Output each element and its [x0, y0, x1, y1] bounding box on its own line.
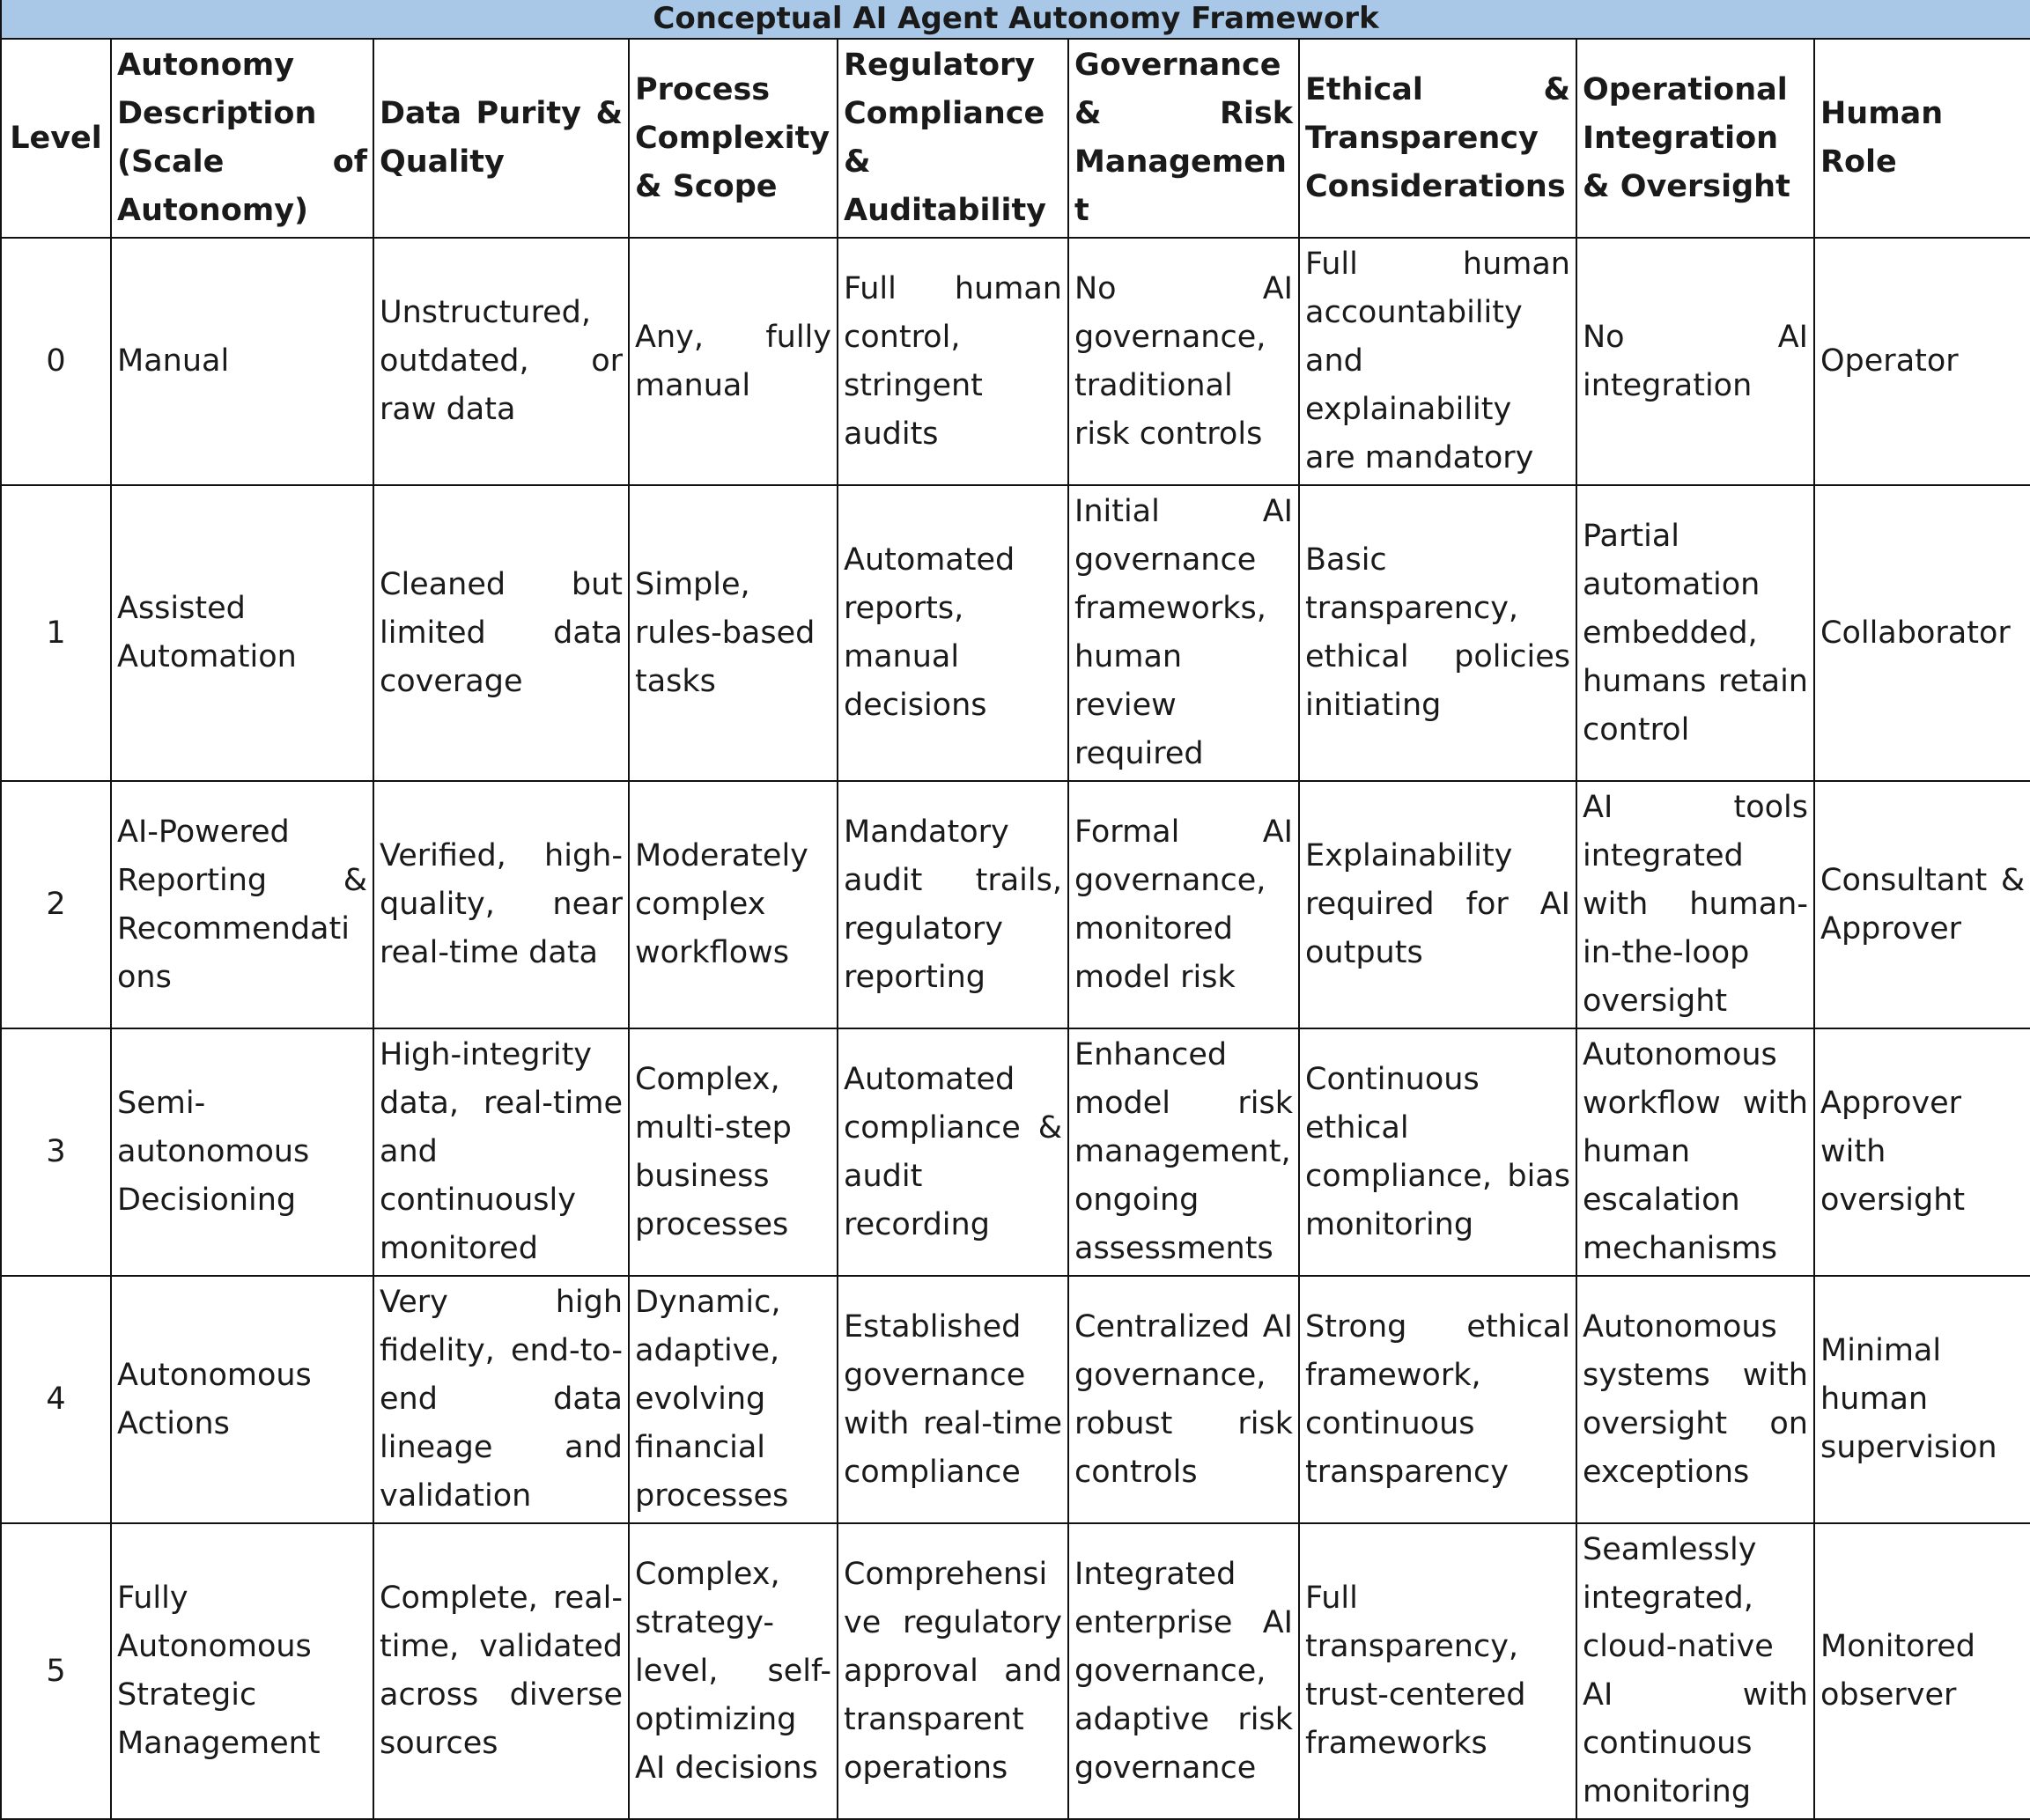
process-complexity-cell: Complex, multi-step business processes: [629, 1028, 838, 1276]
table-row: [1, 1523, 2030, 1819]
regulatory-compliance-cell: Automated reports, manual decisions: [838, 485, 1068, 781]
header-human-role: Human Role: [1814, 39, 2030, 238]
operational-integration-cell: No AI integration: [1576, 238, 1814, 485]
process-complexity-cell: Moderately complex workflows: [629, 781, 838, 1028]
human-role-cell: Collaborator: [1814, 485, 2030, 781]
table-row: [1, 485, 2030, 781]
ethical-transparency-cell: Full transparency, trust-centered frameworks: [1299, 1523, 1576, 1819]
autonomy-description-cell: Fully Autonomous Strategic Management: [111, 1523, 373, 1819]
level-cell: 3: [1, 1028, 111, 1276]
table-row: [1, 1028, 2030, 1276]
autonomy-description-cell: AI-Powered Reporting & Recommendations: [111, 781, 373, 1028]
operational-integration-cell: Autonomous workflow with human escalation mechanisms: [1576, 1028, 1814, 1276]
level-cell: 5: [1, 1523, 111, 1819]
table-row: [1, 1276, 2030, 1523]
process-complexity-cell: Dynamic, adaptive, evolving financial processes: [629, 1276, 838, 1523]
table-title: Conceptual AI Agent Autonomy Framework: [1, 0, 2030, 39]
regulatory-compliance-cell: Comprehensive regulatory approval and transparent operations: [838, 1523, 1068, 1819]
autonomy-description-cell: Manual: [111, 238, 373, 485]
ethical-transparency-cell: Explainability required for AI outputs: [1299, 781, 1576, 1028]
header-autonomy-description: Autonomy Description (Scale of Autonomy): [111, 39, 373, 238]
ethical-transparency-cell: Continuous ethical compliance, bias monitoring: [1299, 1028, 1576, 1276]
human-role-cell: Monitored observer: [1814, 1523, 2030, 1819]
process-complexity-cell: Simple, rules-based tasks: [629, 485, 838, 781]
governance-risk-cell: Initial AI governance frameworks, human review required: [1068, 485, 1299, 781]
data-purity-cell: Unstructured, outdated, or raw data: [373, 238, 629, 485]
data-purity-cell: Verified, high-quality, near real-time data: [373, 781, 629, 1028]
data-purity-cell: Cleaned but limited data coverage: [373, 485, 629, 781]
ethical-transparency-cell: Full human accountability and explainability are mandatory: [1299, 238, 1576, 485]
data-purity-cell: Very high fidelity, end-to-end data lineage and validation: [373, 1276, 629, 1523]
header-regulatory-compliance: Regulatory Compliance & Auditability: [838, 39, 1068, 238]
regulatory-compliance-cell: Automated compliance & audit recording: [838, 1028, 1068, 1276]
level-cell: 1: [1, 485, 111, 781]
operational-integration-cell: Seamlessly integrated, cloud-native AI with continuous monitoring: [1576, 1523, 1814, 1819]
header-process-complexity: Process Complexity & Scope: [629, 39, 838, 238]
governance-risk-cell: Formal AI governance, monitored model risk: [1068, 781, 1299, 1028]
autonomy-description-cell: Semi-autonomous Decisioning: [111, 1028, 373, 1276]
autonomy-description-cell: Assisted Automation: [111, 485, 373, 781]
human-role-cell: Minimal human supervision: [1814, 1276, 2030, 1523]
level-cell: 2: [1, 781, 111, 1028]
ethical-transparency-cell: Basic transparency, ethical policies initiating: [1299, 485, 1576, 781]
level-cell: 4: [1, 1276, 111, 1523]
operational-integration-cell: Autonomous systems with oversight on exceptions: [1576, 1276, 1814, 1523]
header-ethical-transparency: Ethical & Transparency Considerations: [1299, 39, 1576, 238]
table-row: [1, 781, 2030, 1028]
human-role-cell: Approver with oversight: [1814, 1028, 2030, 1276]
ethical-transparency-cell: Strong ethical framework, continuous transparency: [1299, 1276, 1576, 1523]
data-purity-cell: High-integrity data, real-time and continuously monitored: [373, 1028, 629, 1276]
regulatory-compliance-cell: Mandatory audit trails, regulatory reporting: [838, 781, 1068, 1028]
operational-integration-cell: Partial automation embedded, humans retain control: [1576, 485, 1814, 781]
governance-risk-cell: Integrated enterprise AI governance, adaptive risk governance: [1068, 1523, 1299, 1819]
autonomy-description-cell: Autonomous Actions: [111, 1276, 373, 1523]
level-cell: 0: [1, 238, 111, 485]
regulatory-compliance-cell: Established governance with real-time compliance: [838, 1276, 1068, 1523]
governance-risk-cell: Enhanced model risk management, ongoing assessments: [1068, 1028, 1299, 1276]
regulatory-compliance-cell: Full human control, stringent audits: [838, 238, 1068, 485]
table-row: [1, 238, 2030, 485]
header-governance-risk: Governance & Risk Management: [1068, 39, 1299, 238]
header-data-purity: Data Purity & Quality: [373, 39, 629, 238]
header-operational-integration: Operational Integration & Oversight: [1576, 39, 1814, 238]
operational-integration-cell: AI tools integrated with human-in-the-loop oversight: [1576, 781, 1814, 1028]
human-role-cell: Consultant & Approver: [1814, 781, 2030, 1028]
process-complexity-cell: Complex, strategy-level, self-optimizing AI decisions: [629, 1523, 838, 1819]
data-purity-cell: Complete, real-time, validated across diverse sources: [373, 1523, 629, 1819]
human-role-cell: Operator: [1814, 238, 2030, 485]
governance-risk-cell: Centralized AI governance, robust risk controls: [1068, 1276, 1299, 1523]
process-complexity-cell: Any, fully manual: [629, 238, 838, 485]
governance-risk-cell: No AI governance, traditional risk controls: [1068, 238, 1299, 485]
header-level: Level: [1, 39, 111, 238]
